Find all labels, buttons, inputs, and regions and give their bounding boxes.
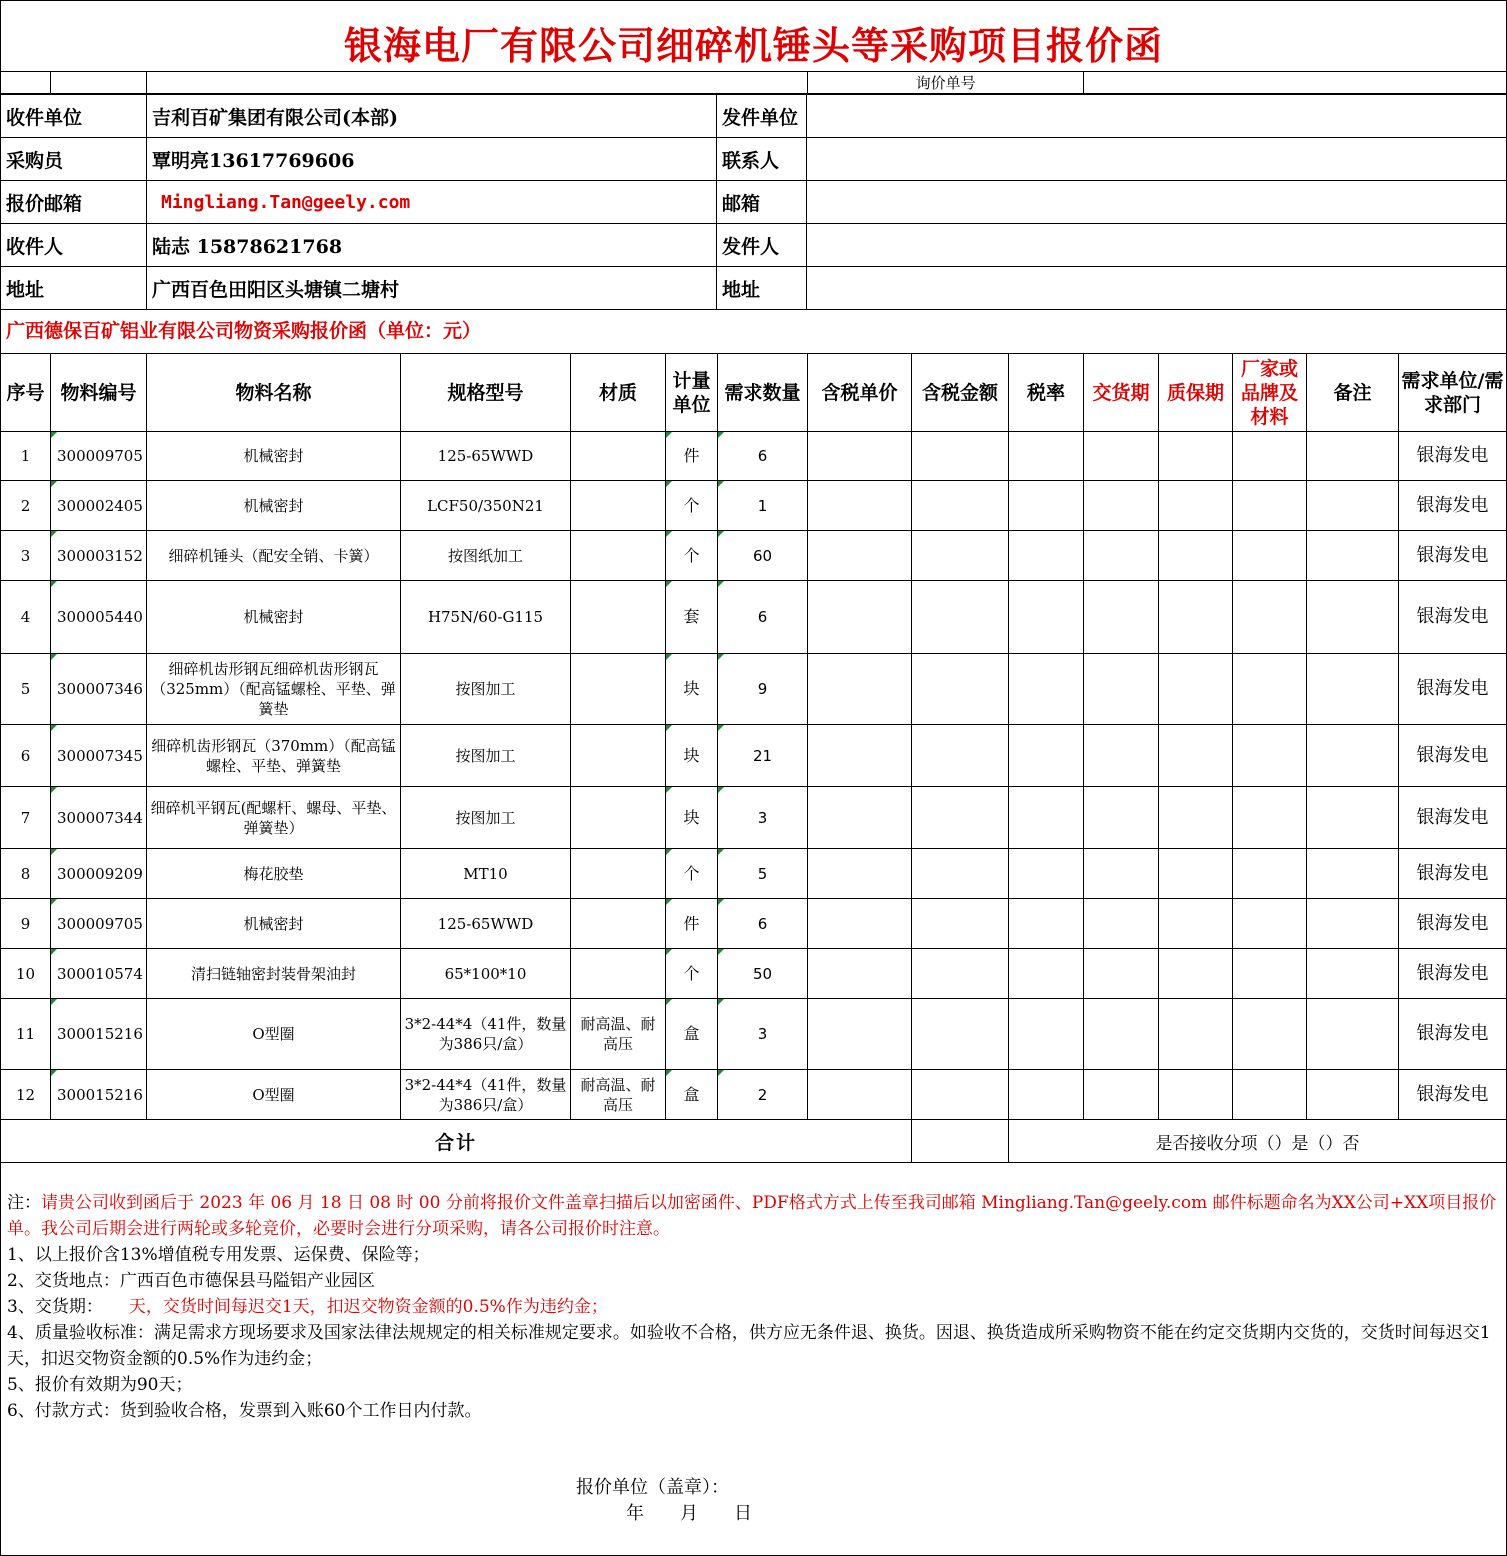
- cell-amount[interactable]: [912, 581, 1009, 654]
- cell-delivery[interactable]: [1084, 849, 1159, 899]
- cell-price[interactable]: [808, 949, 912, 999]
- cell-price[interactable]: [808, 899, 912, 949]
- cell-material: [571, 849, 666, 899]
- cell-tax[interactable]: [1009, 1070, 1084, 1120]
- cell-remark[interactable]: [1307, 432, 1399, 481]
- total-label: 合计: [1, 1120, 912, 1163]
- cell-warranty[interactable]: [1159, 787, 1233, 849]
- table-row: [1, 725, 1507, 787]
- cell-price[interactable]: [808, 531, 912, 581]
- table-row: [1, 1070, 1507, 1120]
- cell-unit: 盒: [666, 999, 718, 1070]
- cell-tax[interactable]: [1009, 654, 1084, 725]
- cell-price[interactable]: [808, 849, 912, 899]
- info-row: [1, 95, 1507, 138]
- cell-tax[interactable]: [1009, 999, 1084, 1070]
- cell-brand[interactable]: [1233, 654, 1307, 725]
- cell-name: 清扫链轴密封装骨架油封: [147, 949, 401, 999]
- cell-code: 300015216: [51, 1070, 147, 1120]
- inquiry-number-value[interactable]: [1084, 72, 1507, 94]
- cell-qty: 6: [718, 432, 808, 481]
- info-row: [1, 267, 1507, 310]
- cell-tax[interactable]: [1009, 581, 1084, 654]
- cell-spec: MT10: [401, 849, 571, 899]
- cell-qty: 21: [718, 725, 808, 787]
- cell-material: [571, 481, 666, 531]
- cell-warranty[interactable]: [1159, 531, 1233, 581]
- col-tax: 税率: [1009, 354, 1084, 432]
- inquiry-row-table: [0, 71, 1507, 94]
- info-right-label: 联系人: [717, 138, 807, 181]
- cell-amount[interactable]: [912, 999, 1009, 1070]
- cell-qty: 50: [718, 949, 808, 999]
- cell-material: [571, 787, 666, 849]
- cell-brand[interactable]: [1233, 725, 1307, 787]
- cell-delivery[interactable]: [1084, 899, 1159, 949]
- cell-dept: 银海发电: [1399, 1070, 1507, 1120]
- cell-material: [571, 432, 666, 481]
- cell-unit: 盒: [666, 1070, 718, 1120]
- note-3-label: 3、交货期：: [7, 1297, 103, 1317]
- info-right-label: 发件人: [717, 224, 807, 267]
- info-label: 报价邮箱: [1, 181, 147, 224]
- cell-price[interactable]: [808, 481, 912, 531]
- cell-price[interactable]: [808, 999, 912, 1070]
- cell-seq: 5: [1, 654, 51, 725]
- cell-name: 细碎机平钢瓦(配螺杆、螺母、平垫、弹簧垫）: [147, 787, 401, 849]
- cell-spec: 按图加工: [401, 654, 571, 725]
- note-prefix: 注：: [7, 1193, 41, 1213]
- cell-tax[interactable]: [1009, 531, 1084, 581]
- col-price: 含税单价: [808, 354, 912, 432]
- cell-material: [571, 581, 666, 654]
- cell-code: 300009705: [51, 899, 147, 949]
- signature-date: 年 月 日: [626, 1503, 752, 1524]
- cell-dept: 银海发电: [1399, 654, 1507, 725]
- cell-seq: 8: [1, 849, 51, 899]
- cell-dept: 银海发电: [1399, 725, 1507, 787]
- cell-name: 机械密封: [147, 899, 401, 949]
- cell-dept: 银海发电: [1399, 581, 1507, 654]
- cell-unit: 个: [666, 849, 718, 899]
- cell-amount[interactable]: [912, 725, 1009, 787]
- cell-spec: 按图加工: [401, 725, 571, 787]
- info-right-value[interactable]: [807, 224, 1507, 267]
- items-header-row: [1, 354, 1507, 432]
- cell-seq: 6: [1, 725, 51, 787]
- cell-material: [571, 949, 666, 999]
- cell-material: [571, 899, 666, 949]
- cell-seq: 4: [1, 581, 51, 654]
- cell-tax[interactable]: [1009, 949, 1084, 999]
- cell-price[interactable]: [808, 787, 912, 849]
- table-row: [1, 899, 1507, 949]
- inquiry-blank: [1, 72, 51, 94]
- cell-brand[interactable]: [1233, 849, 1307, 899]
- cell-code: 300005440: [51, 581, 147, 654]
- cell-warranty[interactable]: [1159, 481, 1233, 531]
- cell-spec: 125-65WWD: [401, 899, 571, 949]
- cell-spec: H75N/60-G115: [401, 581, 571, 654]
- cell-unit: 件: [666, 899, 718, 949]
- info-label: 收件单位: [1, 95, 147, 138]
- col-code: 物料编号: [51, 354, 147, 432]
- cell-delivery[interactable]: [1084, 725, 1159, 787]
- cell-dept: 银海发电: [1399, 849, 1507, 899]
- subtitle: 广西德保百矿铝业有限公司物资采购报价函（单位：元）: [6, 320, 482, 342]
- cell-warranty[interactable]: [1159, 581, 1233, 654]
- sheet-title-cell: [0, 0, 1507, 71]
- cell-seq: 3: [1, 531, 51, 581]
- cell-spec: LCF50/350N21: [401, 481, 571, 531]
- inquiry-blank: [147, 72, 808, 94]
- cell-brand[interactable]: [1233, 531, 1307, 581]
- cell-amount[interactable]: [912, 949, 1009, 999]
- cell-delivery[interactable]: [1084, 581, 1159, 654]
- cell-spec: 3*2-44*4（41件，数量为386只/盒）: [401, 999, 571, 1070]
- info-value[interactable]: 覃明亮13617769606: [147, 138, 717, 181]
- cell-tax[interactable]: [1009, 481, 1084, 531]
- cell-spec: 按图纸加工: [401, 531, 571, 581]
- cell-name: 细碎机锤头（配安全销、卡簧）: [147, 531, 401, 581]
- note-1: 1、以上报价含13%增值税专用发票、运保费、保险等；: [7, 1245, 430, 1265]
- cell-amount[interactable]: [912, 899, 1009, 949]
- cell-qty: 1: [718, 481, 808, 531]
- cell-code: 300007345: [51, 725, 147, 787]
- col-qty: 需求数量: [718, 354, 808, 432]
- info-label: 收件人: [1, 224, 147, 267]
- cell-unit: 个: [666, 531, 718, 581]
- cell-unit: 个: [666, 949, 718, 999]
- cell-code: 300009705: [51, 432, 147, 481]
- cell-price[interactable]: [808, 725, 912, 787]
- inquiry-blank: [51, 72, 147, 94]
- info-right-value[interactable]: [807, 181, 1507, 224]
- cell-brand[interactable]: [1233, 949, 1307, 999]
- cell-seq: 2: [1, 481, 51, 531]
- table-row: [1, 531, 1507, 581]
- cell-brand[interactable]: [1233, 899, 1307, 949]
- cell-amount[interactable]: [912, 531, 1009, 581]
- cell-price[interactable]: [808, 1070, 912, 1120]
- items-table: [0, 353, 1507, 1163]
- cell-delivery[interactable]: [1084, 999, 1159, 1070]
- note-2: 2、交货地点：广西百色市德保县马隘铝产业园区: [7, 1271, 375, 1291]
- cell-warranty[interactable]: [1159, 725, 1233, 787]
- cell-dept: 银海发电: [1399, 949, 1507, 999]
- info-right-value[interactable]: [807, 138, 1507, 181]
- cell-code: 300010574: [51, 949, 147, 999]
- cell-amount[interactable]: [912, 1070, 1009, 1120]
- cell-amount[interactable]: [912, 654, 1009, 725]
- table-row: [1, 787, 1507, 849]
- cell-amount[interactable]: [912, 432, 1009, 481]
- table-row: [1, 654, 1507, 725]
- info-right-value[interactable]: [807, 267, 1507, 310]
- cell-remark[interactable]: [1307, 849, 1399, 899]
- info-value[interactable]: 陆志 15878621768: [147, 224, 717, 267]
- cell-name: 机械密封: [147, 581, 401, 654]
- cell-amount[interactable]: [912, 787, 1009, 849]
- cell-qty: 6: [718, 581, 808, 654]
- cell-tax[interactable]: [1009, 787, 1084, 849]
- cell-spec: 65*100*10: [401, 949, 571, 999]
- cell-code: 300009209: [51, 849, 147, 899]
- cell-qty: 60: [718, 531, 808, 581]
- note-main: [7, 1190, 1500, 1242]
- info-right-label: 发件单位: [717, 95, 807, 138]
- info-value[interactable]: 广西百色田阳区头塘镇二塘村: [147, 267, 717, 310]
- cell-material: 耐高温、耐高压: [571, 999, 666, 1070]
- note-3: [7, 1294, 1500, 1320]
- cell-remark[interactable]: [1307, 949, 1399, 999]
- inquiry-number-label: 询价单号: [808, 72, 1084, 94]
- cell-brand[interactable]: [1233, 787, 1307, 849]
- cell-unit: 个: [666, 481, 718, 531]
- cell-spec: 3*2-44*4（41件，数量为386只/盒）: [401, 1070, 571, 1120]
- col-spec: 规格型号: [401, 354, 571, 432]
- cell-price[interactable]: [808, 654, 912, 725]
- cell-price[interactable]: [808, 581, 912, 654]
- cell-name: 机械密封: [147, 432, 401, 481]
- cell-warranty[interactable]: [1159, 899, 1233, 949]
- col-seq: 序号: [1, 354, 51, 432]
- cell-remark[interactable]: [1307, 654, 1399, 725]
- total-amount[interactable]: [912, 1120, 1009, 1163]
- note-4: 4、质量验收标准：满足需求方现场要求及国家法律法规规定的相关标准规定要求。如验收不合格，供方应无条件退、换货。因退、换货造成所采购物资不能在约定交货期内交货的，交货时间每迟交1天，扣迟交物资金额的0.5%作为违约金；: [7, 1323, 1491, 1369]
- info-row: [1, 224, 1507, 267]
- cell-brand[interactable]: [1233, 1070, 1307, 1120]
- cell-remark[interactable]: [1307, 581, 1399, 654]
- cell-material: [571, 531, 666, 581]
- cell-spec: 按图加工: [401, 787, 571, 849]
- cell-brand[interactable]: [1233, 999, 1307, 1070]
- cell-delivery[interactable]: [1084, 654, 1159, 725]
- cell-dept: 银海发电: [1399, 899, 1507, 949]
- cell-warranty[interactable]: [1159, 1070, 1233, 1120]
- table-row: [1, 999, 1507, 1070]
- cell-delivery[interactable]: [1084, 432, 1159, 481]
- col-material: 材质: [571, 354, 666, 432]
- col-remark: 备注: [1307, 354, 1399, 432]
- cell-dept: 银海发电: [1399, 787, 1507, 849]
- cell-delivery[interactable]: [1084, 1070, 1159, 1120]
- table-row: [1, 481, 1507, 531]
- cell-name: O型圈: [147, 999, 401, 1070]
- table-row: [1, 949, 1507, 999]
- signature-label: 报价单位（盖章）：: [576, 1477, 729, 1498]
- cell-code: 300007346: [51, 654, 147, 725]
- cell-code: 300007344: [51, 787, 147, 849]
- cell-brand[interactable]: [1233, 581, 1307, 654]
- table-row: [1, 581, 1507, 654]
- col-dept: 需求单位/需求部门: [1399, 354, 1507, 432]
- cell-remark[interactable]: [1307, 899, 1399, 949]
- cell-seq: 10: [1, 949, 51, 999]
- cell-amount[interactable]: [912, 849, 1009, 899]
- cell-name: 细碎机齿形钢瓦细碎机齿形钢瓦（325mm）（配高锰螺栓、平垫、弹簧垫: [147, 654, 401, 725]
- cell-delivery[interactable]: [1084, 787, 1159, 849]
- cell-seq: 11: [1, 999, 51, 1070]
- cell-remark[interactable]: [1307, 787, 1399, 849]
- cell-unit: 套: [666, 581, 718, 654]
- info-right-label: 邮箱: [717, 181, 807, 224]
- col-name: 物料名称: [147, 354, 401, 432]
- cell-tax[interactable]: [1009, 849, 1084, 899]
- cell-name: 细碎机齿形钢瓦（370mm）（配高锰螺栓、平垫、弹簧垫: [147, 725, 401, 787]
- cell-name: O型圈: [147, 1070, 401, 1120]
- cell-seq: 12: [1, 1070, 51, 1120]
- cell-seq: 7: [1, 787, 51, 849]
- split-accept-option[interactable]: 是否接收分项（）是（）否: [1009, 1120, 1507, 1163]
- cell-code: 300002405: [51, 481, 147, 531]
- info-right-value[interactable]: [807, 95, 1507, 138]
- cell-remark[interactable]: [1307, 481, 1399, 531]
- cell-qty: 6: [718, 899, 808, 949]
- info-right-label: 地址: [717, 267, 807, 310]
- cell-price[interactable]: [808, 432, 912, 481]
- cell-spec: 125-65WWD: [401, 432, 571, 481]
- header-info-table: [0, 94, 1507, 310]
- cell-material: [571, 725, 666, 787]
- info-row: [1, 138, 1507, 181]
- cell-remark[interactable]: [1307, 531, 1399, 581]
- cell-qty: 3: [718, 999, 808, 1070]
- cell-tax[interactable]: [1009, 725, 1084, 787]
- cell-dept: 银海发电: [1399, 999, 1507, 1070]
- cell-material: 耐高温、耐高压: [571, 1070, 666, 1120]
- info-row: [1, 181, 1507, 224]
- cell-name: 机械密封: [147, 481, 401, 531]
- notes-section: [0, 1162, 1507, 1556]
- note-6: 6、付款方式：货到验收合格，发票到入账60个工作日内付款。: [7, 1401, 482, 1421]
- table-row: [1, 849, 1507, 899]
- cell-brand[interactable]: [1233, 432, 1307, 481]
- cell-remark[interactable]: [1307, 999, 1399, 1070]
- cell-remark[interactable]: [1307, 725, 1399, 787]
- cell-unit: 块: [666, 725, 718, 787]
- cell-warranty[interactable]: [1159, 949, 1233, 999]
- info-value[interactable]: Mingliang.Tan@geely.com: [147, 181, 717, 224]
- subtitle-cell: [0, 310, 1507, 353]
- cell-qty: 3: [718, 787, 808, 849]
- table-row: [1, 432, 1507, 481]
- cell-tax[interactable]: [1009, 432, 1084, 481]
- note-5: 5、报价有效期为90天；: [7, 1375, 193, 1395]
- cell-code: 300015216: [51, 999, 147, 1070]
- cell-seq: 1: [1, 432, 51, 481]
- col-unit: 计量单位: [666, 354, 718, 432]
- cell-remark[interactable]: [1307, 1070, 1399, 1120]
- cell-qty: 9: [718, 654, 808, 725]
- cell-code: 300003152: [51, 531, 147, 581]
- cell-warranty[interactable]: [1159, 999, 1233, 1070]
- cell-brand[interactable]: [1233, 481, 1307, 531]
- cell-unit: 块: [666, 787, 718, 849]
- cell-unit: 件: [666, 432, 718, 481]
- cell-warranty[interactable]: [1159, 849, 1233, 899]
- note-main-text: 请贵公司收到函后于 2023 年 06 月 18 日 08 时 00 分前将报价文件盖章扫描后以加密函件、PDF格式方式上传至我司邮箱 Mingliang.Tan@geely.com 邮件标题命名为XX公司+XX项目报价单。我公司后期会进行两轮或多轮竞价，必要时会进行分项采购，请各公司报价时注意。: [7, 1193, 1497, 1239]
- col-amount: 含税金额: [912, 354, 1009, 432]
- cell-delivery[interactable]: [1084, 531, 1159, 581]
- cell-unit: 块: [666, 654, 718, 725]
- cell-material: [571, 654, 666, 725]
- cell-dept: 银海发电: [1399, 481, 1507, 531]
- info-label: 采购员: [1, 138, 147, 181]
- cell-qty: 5: [718, 849, 808, 899]
- cell-qty: 2: [718, 1070, 808, 1120]
- col-warranty: 质保期: [1159, 354, 1233, 432]
- cell-tax[interactable]: [1009, 899, 1084, 949]
- total-row: [1, 1120, 1507, 1163]
- signature-block: [576, 1475, 752, 1527]
- note-3-text: 天，交货时间每迟交1天，扣迟交物资金额的0.5%作为违约金；: [128, 1297, 608, 1317]
- cell-name: 梅花胶垫: [147, 849, 401, 899]
- col-delivery: 交货期: [1084, 354, 1159, 432]
- cell-delivery[interactable]: [1084, 949, 1159, 999]
- page-title: 银海电厂有限公司细碎机锤头等采购项目报价函: [343, 23, 1163, 68]
- cell-amount[interactable]: [912, 481, 1009, 531]
- info-label: 地址: [1, 267, 147, 310]
- cell-warranty[interactable]: [1159, 654, 1233, 725]
- cell-dept: 银海发电: [1399, 432, 1507, 481]
- cell-seq: 9: [1, 899, 51, 949]
- info-value[interactable]: 吉利百矿集团有限公司(本部): [147, 95, 717, 138]
- col-brand: 厂家或品牌及材料: [1233, 354, 1307, 432]
- cell-warranty[interactable]: [1159, 432, 1233, 481]
- cell-delivery[interactable]: [1084, 481, 1159, 531]
- cell-dept: 银海发电: [1399, 531, 1507, 581]
